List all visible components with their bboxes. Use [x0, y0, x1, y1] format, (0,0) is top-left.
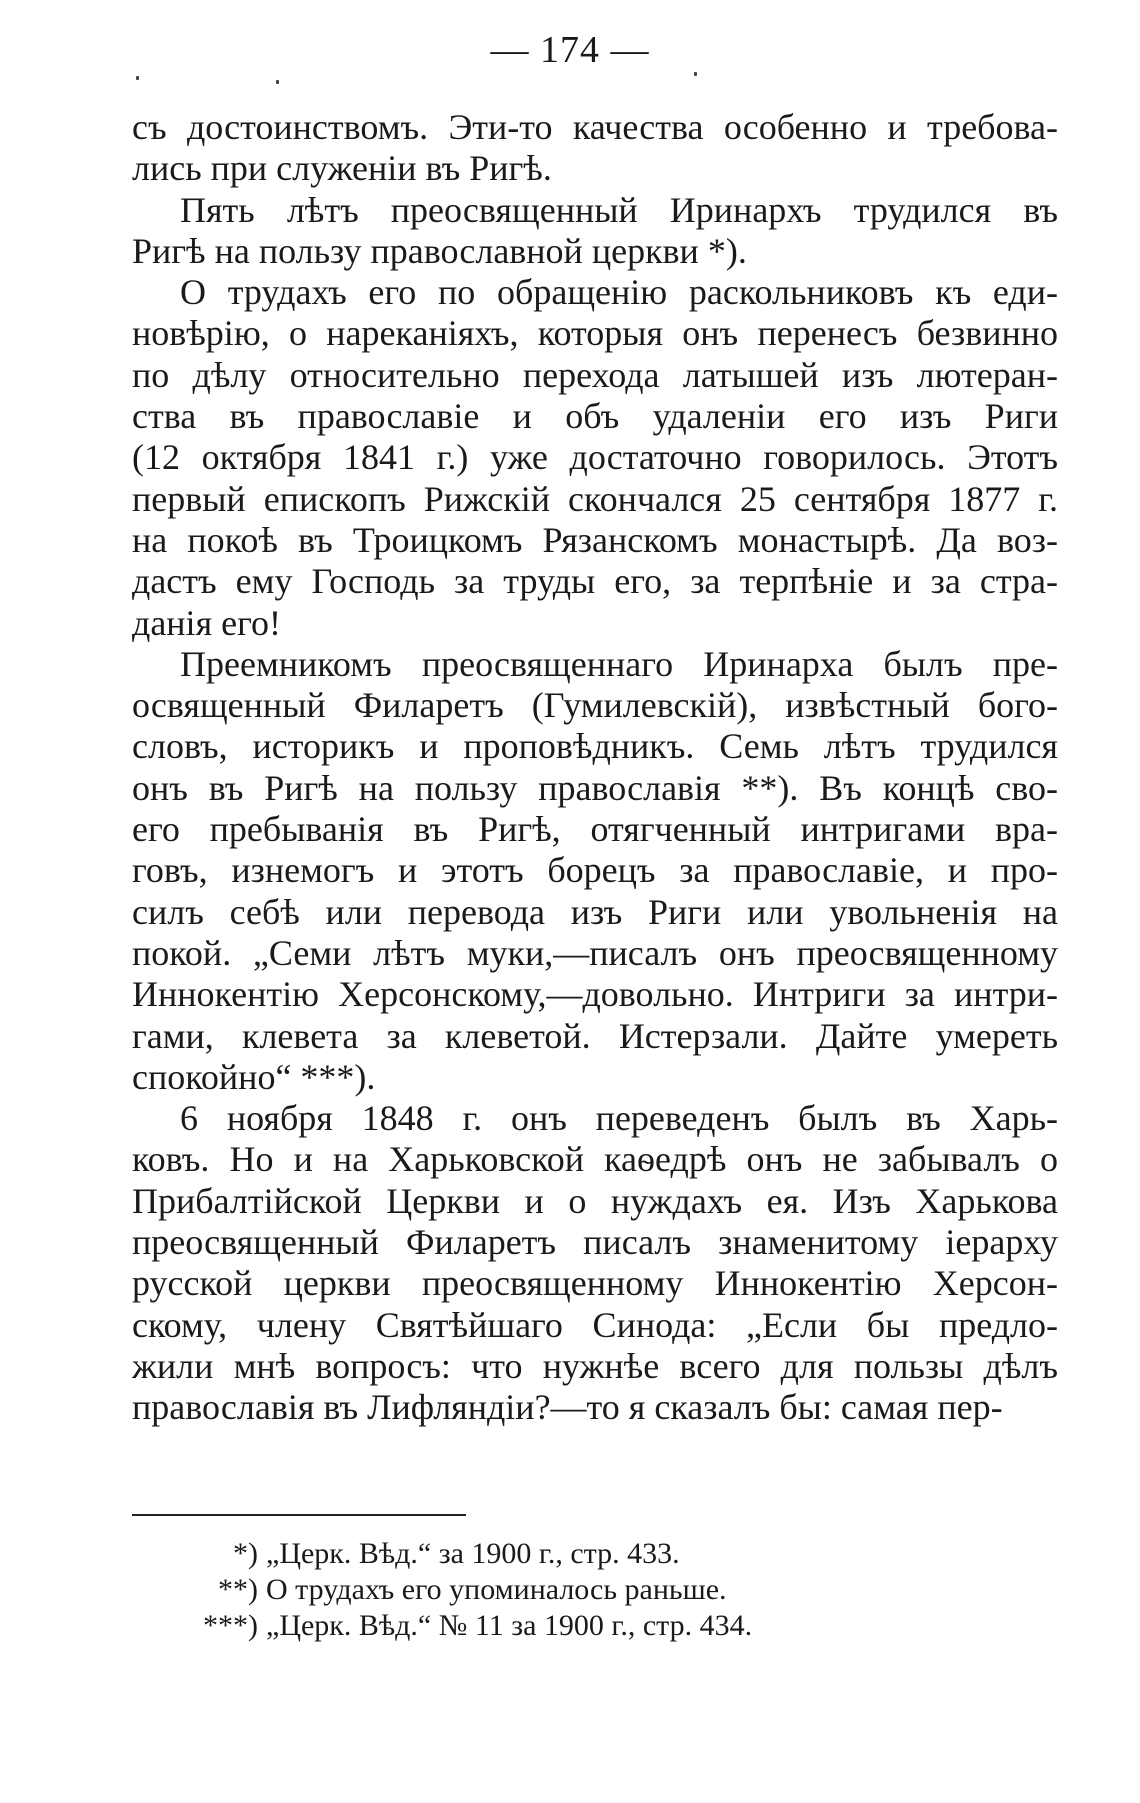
text-line: преосвященный Филаретъ писалъ знаменитому іерарху [132, 1222, 1058, 1263]
footnote [132, 1536, 1032, 1572]
paragraph [132, 1098, 1058, 1428]
paragraph [132, 644, 1058, 1098]
paragraph [132, 272, 1058, 644]
text-line: его пребыванія въ Ригѣ, отягченный интригами вра- [132, 809, 1058, 850]
text-line: Преемникомъ преосвященнаго Иринарха былъ пре- [180, 643, 1058, 684]
footnote [132, 1572, 1032, 1608]
print-speck [276, 80, 279, 84]
footnote-mark: **) [218, 1573, 258, 1606]
footnote-divider [132, 1514, 466, 1516]
text-line: Иннокентію Херсонскому,—довольно. Интриги за интри- [132, 974, 1058, 1015]
footnote [132, 1608, 1032, 1644]
text-line: покой. „Семи лѣтъ муки,—писалъ онъ преосвященному [132, 932, 1058, 973]
text-line: словъ, историкъ и проповѣдникъ. Семь лѣтъ трудился [132, 726, 1058, 767]
paragraph [132, 107, 1058, 190]
text-line: онъ въ Ригѣ на пользу православія **). Въ концѣ сво- [132, 767, 1058, 808]
text-line: Ригѣ на пользу православной церкви *). [132, 230, 747, 271]
footnote-mark: ***) [203, 1609, 258, 1642]
page-number: — 174 — [490, 29, 650, 71]
text-line: ства въ православіе и объ удаленіи его изъ Риги [132, 396, 1058, 437]
text-line: силъ себѣ или перевода изъ Риги или увольненія на [132, 891, 1058, 932]
text-line: Прибалтійской Церкви и о нуждахъ ея. Изъ Харькова [132, 1180, 1058, 1221]
main-text [132, 107, 1058, 1429]
text-line: на покоѣ въ Троицкомъ Рязанскомъ монастырѣ. Да воз- [132, 519, 1058, 560]
text-line: лись при служеніи въ Ригѣ. [132, 148, 552, 189]
print-specks [0, 72, 1140, 92]
text-line: скому, члену Святѣйшаго Синода: „Если бы предло- [132, 1304, 1058, 1345]
footnotes [132, 1536, 1032, 1644]
text-line: 6 ноября 1848 г. онъ переведенъ былъ въ Харь- [180, 1098, 1058, 1139]
text-line: данія его! [132, 602, 281, 643]
text-line: гами, клевета за клеветой. Истерзали. Дайте умереть [132, 1015, 1058, 1056]
footnote-text: О трудахъ его упоминалось раньше. [266, 1573, 727, 1606]
text-line: первый епископъ Рижскій скончался 25 сентября 1877 г. [132, 478, 1058, 519]
text-line: православія въ Лифляндіи?—то я сказалъ бы: самая пер- [132, 1387, 1003, 1428]
paragraph [132, 190, 1058, 273]
text-line: О трудахъ его по обращенію раскольниковъ къ еди- [180, 272, 1058, 313]
text-line: русской церкви преосвященному Иннокентію Херсон- [132, 1263, 1058, 1304]
text-line: съ достоинствомъ. Эти-то качества особенно и требова- [132, 107, 1058, 147]
text-line: (12 октября 1841 г.) уже достаточно говорилось. Этотъ [132, 437, 1058, 478]
text-line: дастъ ему Господь за труды его, за терпѣніе и за стра- [132, 561, 1058, 602]
print-speck [136, 76, 139, 80]
text-line: говъ, изнемогъ и этотъ борецъ за православіе, и про- [132, 850, 1058, 891]
text-line: Пять лѣтъ преосвященный Иринархъ трудился въ [180, 189, 1058, 230]
text-line: освященный Филаретъ (Гумилевскій), извѣстный бого- [132, 685, 1058, 726]
text-line: спокойно“ ***). [132, 1056, 376, 1097]
footnote-text: „Церк. Вѣд.“ № 11 за 1900 г., стр. 434. [266, 1609, 753, 1642]
print-speck [694, 72, 697, 76]
text-line: по дѣлу относительно перехода латышей изъ лютеран- [132, 354, 1058, 395]
text-line: новѣрію, о нареканіяхъ, которыя онъ перенесъ безвинно [132, 313, 1058, 354]
footnote-text: „Церк. Вѣд.“ за 1900 г., стр. 433. [266, 1537, 680, 1570]
footnote-mark: *) [233, 1537, 258, 1570]
text-line: ковъ. Но и на Харьковской каѳедрѣ онъ не забывалъ о [132, 1139, 1058, 1180]
text-line: жили мнѣ вопросъ: что нужнѣе всего для пользы дѣлъ [132, 1345, 1058, 1386]
